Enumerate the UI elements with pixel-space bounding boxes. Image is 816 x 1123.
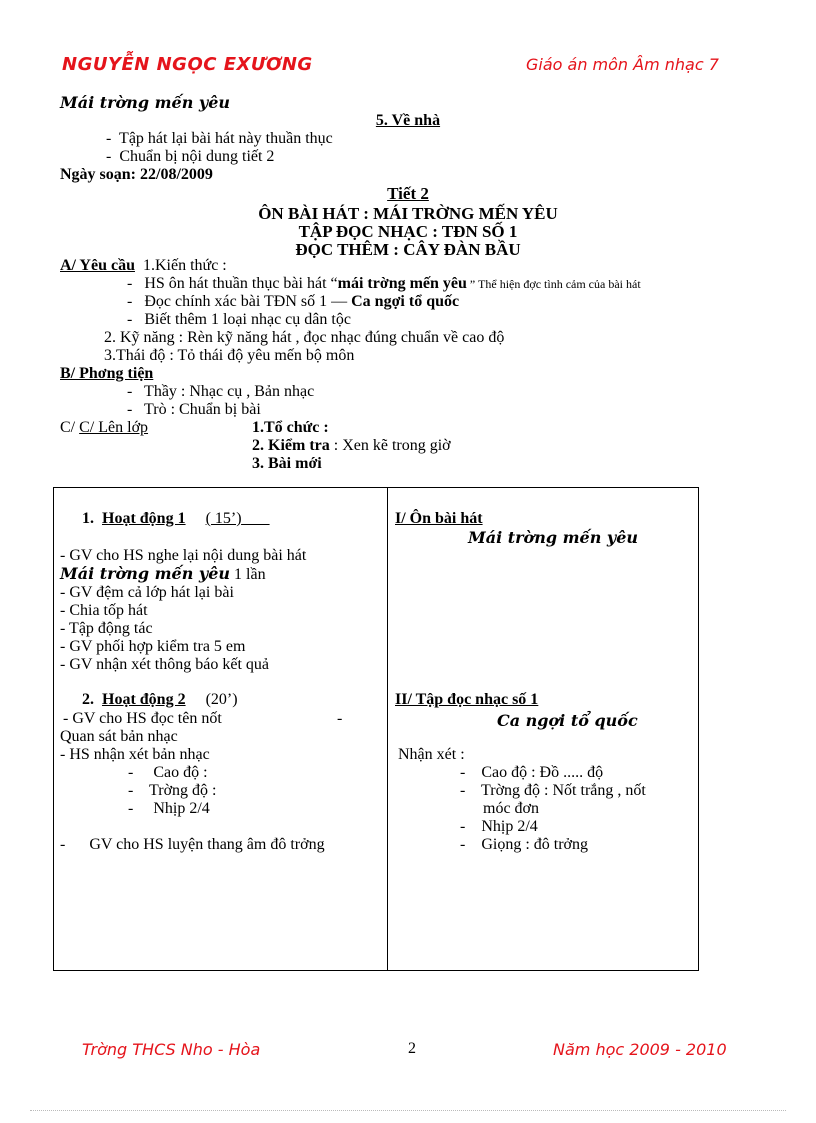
resource-student: - Trò : Chuẩn bị bài (127, 401, 261, 418)
page-bottom-divider (30, 1110, 786, 1111)
section5-item-1: - Tập hát lại bài hát này thuần thục (106, 130, 333, 147)
section5-item-2: - Chuẩn bị nội dung tiết 2 (106, 148, 275, 165)
remark-meter: - Nhịp 2/4 (460, 818, 538, 835)
remark-key: - Giọng : đô trởng (460, 836, 589, 853)
footer-school: Trờng THCS Nho - Hòa (82, 1040, 261, 1059)
activity-1-line-3: - GV đệm cả lớp hát lại bài (60, 584, 234, 601)
activity-1-line-5: - Tập động tác (60, 620, 153, 637)
lesson-line-1: ÔN BÀI HÁT : MÁI TRỜNG MẾN YÊU (258, 204, 558, 223)
song-title-top: Mái trờng mến yêu (60, 93, 231, 112)
activity-2-line-7: - GV cho HS luyện thang âm đô trởng (60, 836, 325, 853)
sight-reading-heading: II/ Tập đọc nhạc số 1 (395, 691, 539, 708)
lesson-line-3: ĐỌC THÊM : CÂY ĐÀN BẦU (295, 240, 521, 259)
attitude-line: 3.Thái độ : Tỏ thái độ yêu mến bộ môn (104, 347, 355, 364)
remark-pitch: - Cao độ : Đồ ..... độ (460, 764, 604, 781)
remark-duration: - Trờng độ : Nốt trắng , nốt (460, 782, 646, 799)
activity-2-line-3: - HS nhận xét bản nhạc (60, 746, 210, 763)
skill-line: 2. Kỹ năng : Rèn kỹ năng hát , đọc nhạc đúng chuẩn về cao độ (104, 329, 505, 346)
knowledge-label: 1.Kiến thức : (142, 257, 227, 274)
section-a (60, 257, 227, 275)
resource-teacher: - Thầy : Nhạc cụ , Bản nhạc (127, 383, 315, 400)
section-a-label: A/ Yêu cầu (60, 257, 135, 274)
subject-title: Giáo án môn Âm nhạc 7 (526, 55, 719, 74)
objective-item-1: - HS ôn hát thuần thục bài hát “mái trờng mến yêu ” Thể hiện đợc tình cảm của bài hát (127, 275, 641, 292)
organization-step: 1.Tổ chức : (252, 419, 329, 436)
review-song-name: Mái trờng mến yêu (468, 528, 639, 547)
sight-reading-song: Ca ngợi tổ quốc (497, 711, 638, 730)
activity-2-line-5: - Trờng độ : (128, 782, 217, 799)
section-b-label: B/ Phơng tiện (60, 365, 154, 382)
objective-item-3: - Biết thêm 1 loại nhạc cụ dân tộc (127, 311, 351, 328)
activity-1-line-2: Mái trờng mến yêu 1 lần (60, 564, 266, 583)
activity-2-heading: 2. Hoạt động 2 (20’) (82, 691, 238, 708)
remarks-label: Nhận xét : (398, 746, 465, 763)
section-c: C/ C/ Lên lớp (60, 419, 149, 436)
section5-title: 5. Về nhà (375, 112, 441, 129)
activity-1-line-4: - Chia tốp hát (60, 602, 148, 619)
remark-duration-cont: móc đơn (483, 800, 540, 817)
lesson-line-2: TẬP ĐỌC NHẠC : TĐN SỐ 1 (298, 222, 518, 241)
author-name: NGUYỄN NGỌC EXƯƠNG (62, 54, 313, 75)
footer-school-year: Năm học 2009 - 2010 (553, 1040, 727, 1059)
new-lesson-step: 3. Bài mới (252, 455, 322, 472)
activity-2-line-4: - Cao độ : (128, 764, 208, 781)
page-number: 2 (408, 1040, 416, 1057)
date-prepared: Ngày soạn: 22/08/2009 (60, 166, 213, 183)
activity-1-heading: 1. Hoạt động 1 ( 15’) (82, 510, 242, 527)
table-divider (387, 487, 388, 971)
activity-2-line-2: Quan sát bản nhạc (60, 728, 178, 745)
objective-item-2: - Đọc chính xác bài TĐN số 1 — Ca ngợi tổ quốc (127, 293, 460, 310)
activity-1-line-1: - GV cho HS nghe lại nội dung bài hát (60, 547, 307, 564)
activity-1-line-7: - GV nhận xét thông báo kết quả (60, 656, 269, 673)
lesson-number: Tiết 2 (387, 184, 429, 203)
activity-2-line-1: - GV cho HS đọc tên nốt (63, 710, 222, 727)
activity-1-line-6: - GV phối hợp kiểm tra 5 em (60, 638, 246, 655)
activity-2-line-6: - Nhịp 2/4 (128, 800, 210, 817)
check-step: 2. Kiểm tra : Xen kẽ trong giờ (252, 437, 451, 454)
activity-2-dash: - (337, 710, 343, 727)
review-song-heading: I/ Ôn bài hát (395, 510, 483, 527)
